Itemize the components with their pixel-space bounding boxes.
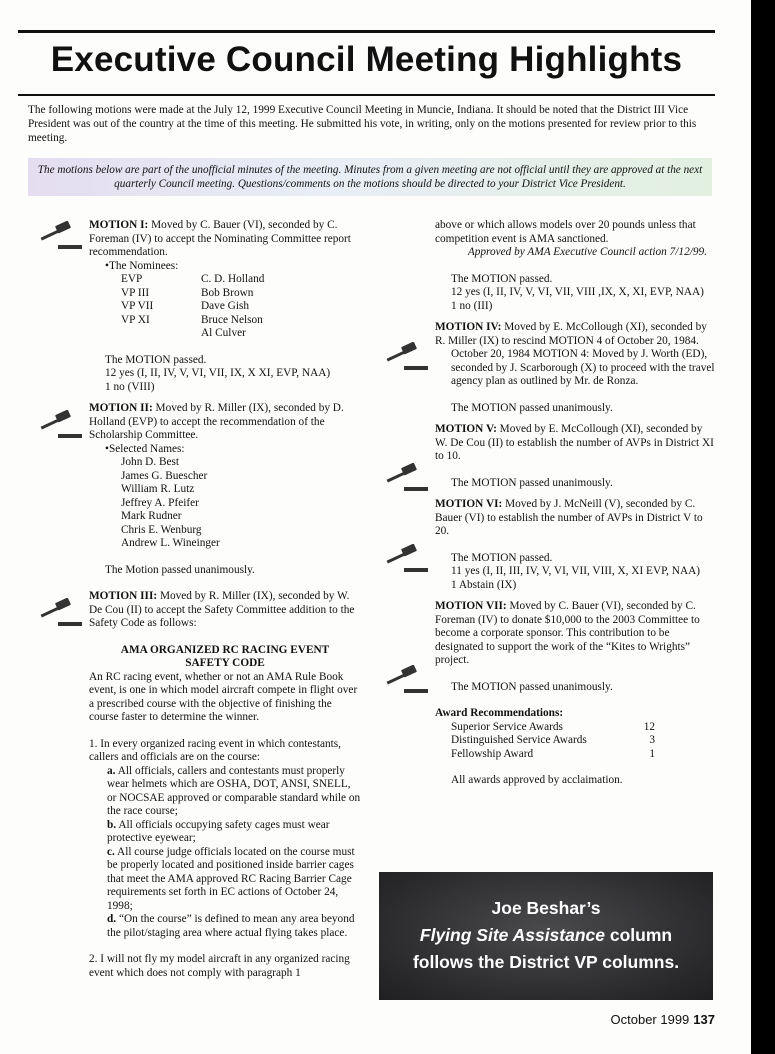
motion-4-head: MOTION IV:: [435, 321, 502, 333]
selected-name: Chris E. Wenburg: [121, 523, 202, 536]
item-a-text: All officials, callers and contestants must properly wear helmets which are OSHA, DOT, ANSI, SNELL, or NOCSAE approved or comparable standard while on the race course;: [107, 764, 361, 817]
gavel-icon: [384, 342, 430, 372]
motion-3-no: 1 no (III): [451, 299, 493, 312]
nominee-list: [89, 273, 361, 341]
item-d-text: “On the course” is defined to mean any area beyond the pilot/staging area where actual flying takes place.: [107, 913, 355, 939]
nominee-row: [89, 287, 361, 301]
banner-line-3: follows the District VP columns.: [412, 952, 680, 972]
nominees-label: •The Nominees:: [105, 259, 179, 272]
award-list: [435, 721, 715, 762]
nominee-office: EVP: [121, 273, 143, 285]
motion-3-result: The MOTION passed.: [451, 272, 553, 285]
gavel-icon: [384, 665, 430, 695]
flying-site-assistance-banner: [379, 872, 713, 1000]
motion-4-text: Moved by E. McCollough (XI), seconded by R. Miller (IX) to rescind MOTION 4 of October 20, 1984.: [435, 321, 707, 347]
unofficial-minutes-notice: The motions below are part of the unofficial minutes of the meeting. Minutes from a given meeting are not official until they are approved at the next quarterly Council meeting. Questions/comments on the motions should be directed to your District Vice President.: [28, 158, 712, 196]
selected-name: Mark Rudner: [121, 510, 182, 522]
nominee-office: VP XI: [121, 313, 150, 326]
selected-name: Andrew L. Wineinger: [121, 537, 220, 549]
award-name: Fellowship Award: [451, 747, 534, 760]
nominee-row: [89, 273, 361, 287]
motion-3-yes: 12 yes (I, II, IV, V, VI, VII, VIII ,IX, X, XI, EVP, NAA): [451, 286, 704, 298]
motion-5: [435, 423, 715, 490]
motion-5-head: MOTION V:: [435, 423, 497, 435]
motion-1-yes: 12 yes (I, II, IV, V, VI, VII, IX, X XI, EVP, NAA): [105, 367, 331, 379]
awards-title: Award Recommendations:: [435, 707, 564, 719]
title-underline: [18, 94, 715, 96]
item-b-text: All officials occupying safety cages must wear protective eyewear;: [107, 818, 330, 844]
selected-name: James G. Buescher: [121, 469, 208, 482]
approved-note: Approved by AMA Executive Council action 7/12/99.: [467, 246, 707, 258]
motion-3-text: Moved by R. Miller (IX), seconded by W. De Cou (II) to accept the Safety Committee addition to the Safety Code as follows:: [89, 590, 355, 629]
motion-6-text: Moved by J. McNeill (V), seconded by C. Bauer (VI) to establish the number of AVPs in District V to 20.: [435, 498, 703, 537]
motion-3: [89, 590, 361, 980]
motion-1: [89, 219, 361, 394]
motion-6-abstain: 1 Abstain (IX): [451, 578, 517, 591]
gavel-icon: [38, 221, 84, 251]
nominee-name: C. D. Holland: [201, 273, 265, 285]
motion-1-text: Moved by C. Bauer (VI), seconded by C. Foreman (IV) to accept the Nominating Committee report recommendation.: [89, 219, 351, 258]
motion-4: [435, 321, 715, 415]
motion-1-head: MOTION I:: [89, 219, 149, 231]
award-count: 12: [643, 720, 655, 733]
award-count: 1: [649, 747, 655, 760]
nominee-row: [89, 327, 361, 341]
selected-names-list: [89, 456, 361, 551]
nominee-office: VP III: [121, 286, 150, 299]
motion-7-head: MOTION VII:: [435, 600, 507, 612]
award-row: [435, 748, 715, 762]
top-rule: [18, 30, 715, 33]
nominee-name: Bruce Nelson: [201, 313, 263, 326]
nominee-name: Bob Brown: [201, 286, 254, 299]
award-row: [435, 721, 715, 735]
nominee-office: VP VII: [121, 300, 154, 312]
safety-code-intro: An RC racing event, whether or not an AMA Rule Book event, is one in which model aircraft compete in flight over a prescribed course with the objective of finishing the course faster to determine the winner.: [89, 670, 358, 723]
award-row: [435, 734, 715, 748]
banner-line-2-rest: column: [605, 925, 673, 945]
nominee-office: [89, 327, 201, 341]
motion-2-result: The Motion passed unanimously.: [105, 563, 255, 576]
intro-paragraph: The following motions were made at the July 12, 1999 Executive Council Meeting in Muncie, Indiana. It should be noted that the District III Vice President was out of the country at the time of this meeting. He submitted his vote, in writing, only on the motions presented for review prior to this meeting.: [28, 104, 697, 144]
selected-name: John D. Best: [121, 456, 180, 468]
motion-6-yes: 11 yes (I, II, III, IV, V, VI, VII, VIII, X, XI EVP, NAA): [451, 565, 701, 577]
motion-7: [435, 600, 715, 694]
award-name: Superior Service Awards: [451, 720, 563, 733]
gavel-icon: [384, 463, 430, 493]
selected-name: William R. Lutz: [121, 483, 195, 495]
award-name: Distinguished Service Awards: [451, 734, 587, 746]
selected-names-label: •Selected Names:: [105, 442, 185, 455]
issue-date: October 1999: [610, 1012, 690, 1027]
nominee-name: Al Culver: [201, 327, 246, 339]
gavel-icon: [384, 544, 430, 574]
motion-2-text: Moved by R. Miller (IX), seconded by D. Holland (EVP) to accept the recommendation of the Scholarship Committee.: [89, 402, 344, 441]
motion-7-text: Moved by C. Bauer (VI), seconded by C. Foreman (IV) to donate $10,000 to the 2003 Committee to become a corporate sponsor. This contribution to be designated to support the work of the “Kites to Wrights” project.: [435, 600, 700, 666]
motion-1-result: The MOTION passed.: [105, 353, 207, 366]
motion-5-result: The MOTION passed unanimously.: [451, 476, 613, 489]
nominee-row: [89, 300, 361, 314]
motion-7-result: The MOTION passed unanimously.: [451, 680, 613, 693]
selected-name: Jeffrey A. Pfeifer: [121, 496, 199, 509]
nominee-name: Dave Gish: [201, 300, 250, 312]
award-recommendations: [435, 707, 715, 788]
motion-6: [435, 498, 715, 592]
item-c-label: c.: [107, 845, 115, 858]
gavel-icon: [38, 410, 84, 440]
safety-code-title-1: AMA ORGANIZED RC RACING EVENT: [120, 643, 330, 656]
motion-5-text: Moved by E. McCollough (XI), seconded by W. De Cou (II) to establish the number of AVPs in District XI to 10.: [435, 423, 714, 462]
item-d-label: d.: [107, 913, 117, 925]
motion-2: [89, 402, 361, 577]
motion-6-result: The MOTION passed.: [451, 551, 553, 564]
gavel-icon: [38, 598, 84, 628]
item-a-label: a.: [107, 764, 116, 777]
banner-line-2-italic: Flying Site Assistance: [419, 925, 605, 945]
motion-4-result: The MOTION passed unanimously.: [451, 401, 613, 414]
page-title: Executive Council Meeting Highlights: [50, 40, 683, 79]
item-b-label: b.: [107, 818, 117, 831]
safety-code-title-2: SAFETY CODE: [185, 657, 265, 669]
award-count: 3: [649, 734, 655, 746]
nominee-row: [89, 314, 361, 328]
motion-2-head: MOTION II:: [89, 402, 153, 414]
safety-item-2-continued: above or which allows models over 20 pounds unless that competition event is AMA sanctioned.: [435, 219, 696, 245]
banner-line-1: Joe Beshar’s: [491, 898, 601, 918]
awards-result: All awards approved by acclaimation.: [451, 774, 623, 786]
motion-1-no: 1 no (VIII): [105, 380, 155, 393]
page-number: 137: [693, 1012, 715, 1027]
item-c-text: All course judge officials located on the course must be properly located and positioned inside barrier cages that meet the AMA approved RC Racing Barrier Cage requirements set forth in EC actions of October 24, 1998;: [107, 845, 355, 912]
page-footer: [560, 1012, 715, 1027]
left-column: [89, 219, 361, 980]
right-column: [435, 219, 715, 788]
motion-4-detail: October 20, 1984 MOTION 4: Moved by J. Worth (ED), seconded by J. Scarborough (X) to proceed with the travel agency plan as outlined by Mr. de Ronza.: [451, 348, 715, 387]
safety-item-2: 2. I will not fly my model aircraft in any organized racing event which does not comply with paragraph 1: [89, 953, 350, 979]
motion-3-head: MOTION III:: [89, 590, 158, 602]
safety-item-1: 1. In every organized racing event in which contestants, callers and officials are on the course:: [89, 737, 342, 763]
motion-6-head: MOTION VI:: [435, 498, 503, 510]
